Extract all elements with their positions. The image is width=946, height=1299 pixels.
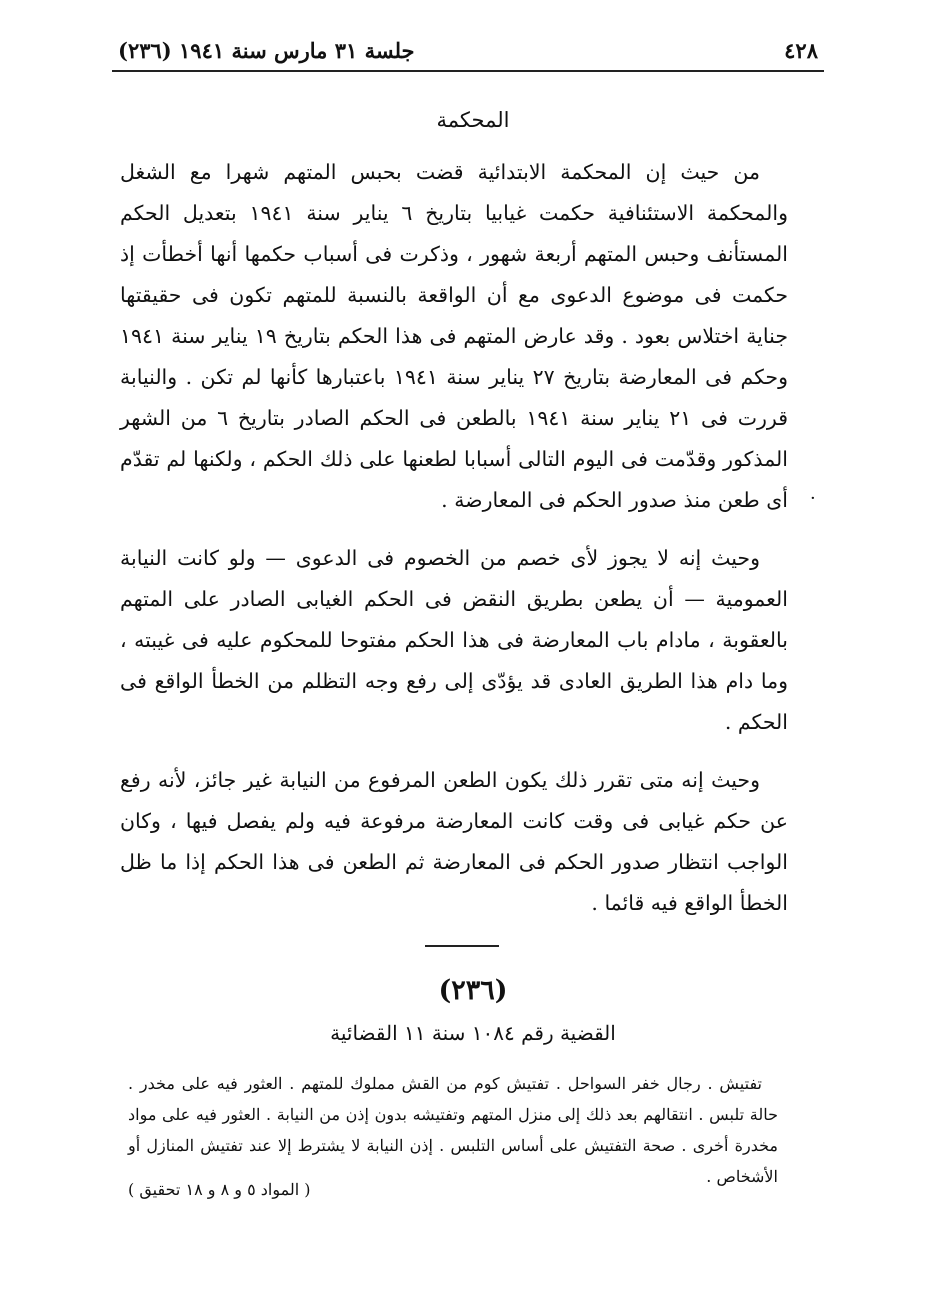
paragraph: وحيث إنه لا يجوز لأى خصم من الخصوم فى الدعوى — ولو كانت النيابة العمومية — أن يطعن بطريق النقض فى الحكم الغيابى الصادر على المتهم بالعقوبة ، مادام باب المعارضة فى هذا الحكم مفتوحا للمحكوم عليه فى غيبته ، وما دام هذا الطريق العادى قد يؤدّى إلى رفع وجه التظلم من الخطأ الواقع فى الحكم . [120, 546, 788, 734]
section-divider [425, 945, 499, 947]
judgment-body [120, 152, 788, 924]
section-title: المحكمة [436, 108, 510, 132]
page-header [118, 30, 818, 70]
paragraph: وحيث إنه متى تقرر ذلك يكون الطعن المرفوع من النيابة غير جائز، لأنه رفع عن حكم غيابى فى وقت كانت المعارضة مرفوعة فيه ولم يفصل فيها ، وكان الواجب انتظار صدور الحكم فى المعارضة ثم الطعن فى هذا الحكم إذا ما ظل الخطأ الواقع فيه قائما . [120, 768, 789, 915]
paragraph: من حيث إن المحكمة الابتدائية قضت بحبس المتهم شهرا مع الشغل والمحكمة الاستئنافية حكمت غيابيا بتاريخ ٦ يناير سنة ١٩٤١ بتعديل الحكم المستأنف وحبس المتهم أربعة شهور ، وذكرت فى أسباب حكمها أنها أخطأت إذ حكمت فى موضوع الدعوى مع أن الواقعة بالنسبة للمتهم تكون فى حقيقتها جناية اختلاس بعود . وقد عارض المتهم فى هذا الحكم بتاريخ ١٩ يناير سنة ١٩٤١ وحكم فى المعارضة بتاريخ ٢٧ يناير سنة ١٩٤١ باعتبارها كأنها لم تكن . والنيابة قررت فى ٢١ يناير سنة ١٩٤١ بالطعن فى الحكم الصادر بتاريخ ٦ من الشهر المذكور وقدّمت فى اليوم التالى أسبابا لطعنها على ذلك الحكم ، ولكنها لم تقدّم أى طعن منذ صدور الحكم فى المعارضة . [120, 160, 788, 512]
headnote [128, 1068, 778, 1192]
header-rule [112, 70, 824, 72]
case-number: (٢٣٦) [438, 975, 508, 1006]
page-number: ٤٢٨ [784, 37, 818, 63]
case-title: القضية رقم ١٠٨٤ سنة ١١ القضائية [330, 1021, 616, 1045]
headnote-text: تفتيش . رجال خفر السواحل . تفتيش كوم من القش مملوك للمتهم . العثور فيه على مخدر . حالة تلبس . انتقالهم بعد ذلك إلى منزل المتهم وتفتيشه بدون إذن من النيابة . العثور فيه على مواد مخدرة أخرى . صحة التفتيش على أساس التلبس . إذن النيابة لا يشترط إلا عند تفتيش المنازل أو الأشخاص . [128, 1074, 778, 1186]
running-title: جلسة ٣١ مارس سنة ١٩٤١ (٢٣٦) [118, 37, 415, 63]
margin-mark: · [810, 488, 816, 509]
legal-articles: ( المواد ٥ و ٨ و ١٨ تحقيق ) [128, 1180, 311, 1199]
